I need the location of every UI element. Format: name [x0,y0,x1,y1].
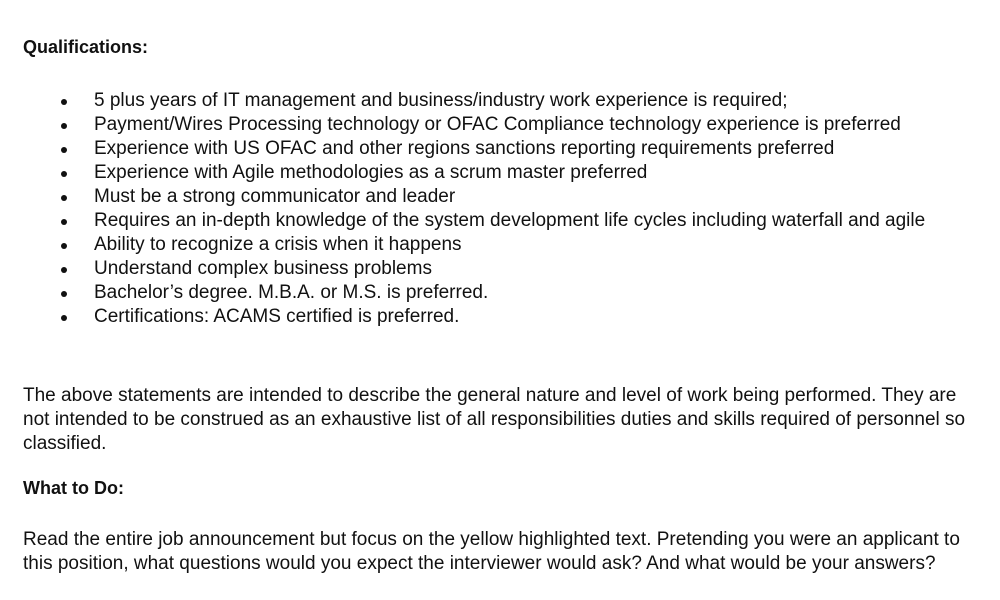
list-item-text: Experience with Agile methodologies as a scrum master preferred [94,162,648,183]
list-item [0,161,1000,185]
bullet-icon [61,147,67,153]
bullet-icon [61,291,67,297]
qualifications-heading: Qualifications: [23,37,149,57]
bullet-icon [61,123,67,129]
list-item [0,89,1000,113]
list-item [0,113,1000,137]
bullet-icon [61,219,67,225]
bullet-icon [61,243,67,249]
list-item [0,233,1000,257]
what-to-do-heading: What to Do: [23,478,124,498]
list-item [0,281,1000,305]
list-item [0,257,1000,281]
list-item [0,137,1000,161]
disclaimer-paragraph: The above statements are intended to describe the general nature and level of work being performed. They are not intended to be construed as an exhaustive list of all responsibilities duties and skills required of personnel so classified. [23,385,966,454]
list-item-text: Bachelor’s degree. M.B.A. or M.S. is preferred. [94,282,489,303]
list-item-text: Payment/Wires Processing technology or OFAC Compliance technology experience is preferred [94,114,901,135]
bullet-icon [61,99,67,105]
list-item-text: Must be a strong communicator and leader [94,186,456,207]
list-item [0,305,1000,329]
list-item [0,185,1000,209]
bullet-icon [61,171,67,177]
bullet-icon [61,195,67,201]
list-item-text: Ability to recognize a crisis when it happens [94,234,462,255]
qualifications-list [0,89,1000,329]
list-item [0,209,1000,233]
list-item-text: Requires an in-depth knowledge of the system development life cycles including waterfall and agile [94,210,926,231]
list-item-text: Experience with US OFAC and other regions sanctions reporting requirements preferred [94,138,835,159]
instructions-paragraph: Read the entire job announcement but focus on the yellow highlighted text. Pretending you were an applicant to this position, what questions would you expect the interviewer would ask? And what would be your answers? [23,529,960,574]
list-item-text: 5 plus years of IT management and business/industry work experience is required; [94,90,788,111]
bullet-icon [61,267,67,273]
list-item-text: Certifications: ACAMS certified is preferred. [94,306,460,327]
bullet-icon [61,315,67,321]
list-item-text: Understand complex business problems [94,258,432,279]
